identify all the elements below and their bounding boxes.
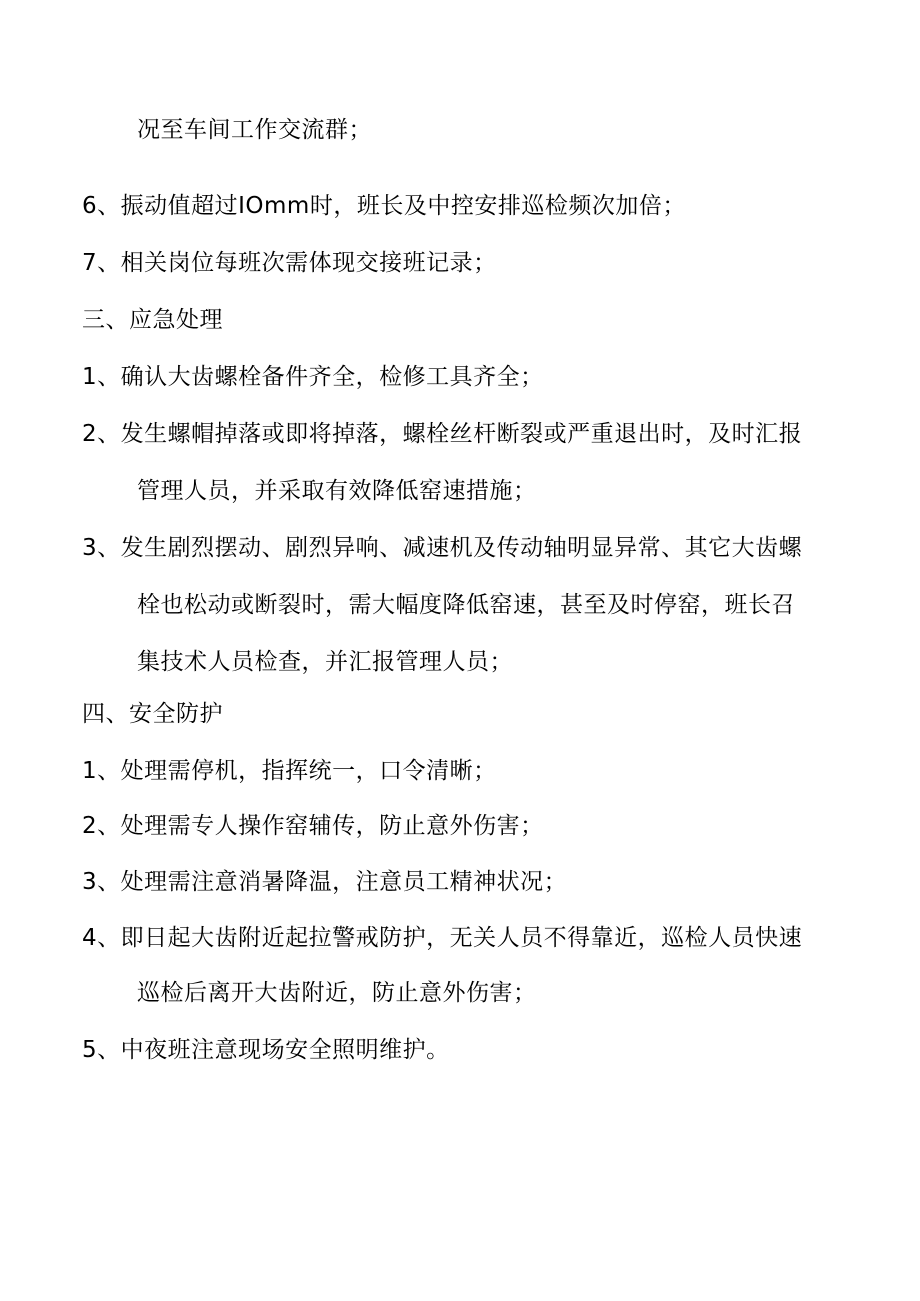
list-item-7-shift-record: 7、相关岗位每班次需体现交接班记录； [82,250,497,276]
safety-item-2-aux-drive: 2、处理需专人操作窑辅传，防止意外伤害； [82,813,544,839]
list-item-2-continuation: 管理人员，并采取有效降低窑速措施； [137,478,537,504]
list-item-3-continuation-1: 栓也松动或断裂时，需大幅度降低窑速，甚至及时停窑，班长召 [137,592,795,618]
safety-item-1-stop-machine: 1、处理需停机，指挥统一，口令清晰； [82,758,497,784]
list-item-3-vibration-abnormal: 3、发生剧烈摆动、剧烈异响、减速机及传动轴明显异常、其它大齿螺 [82,535,803,561]
continuation-line: 况至车间工作交流群； [137,117,372,143]
safety-item-5-lighting: 5、中夜班注意现场安全照明维护。 [82,1037,450,1063]
section-heading-emergency: 三、应急处理 [82,307,223,333]
section-heading-safety: 四、安全防护 [82,701,223,727]
safety-item-4-continuation: 巡检后离开大齿附近，防止意外伤害； [137,980,537,1006]
list-item-6-vibration: 6、振动值超过IOmm时，班长及中控安排巡检频次加倍； [82,193,686,219]
list-item-1-spare-parts: 1、确认大齿螺栓备件齐全，检修工具齐全； [82,364,544,390]
safety-item-4-warning-zone: 4、即日起大齿附近起拉警戒防护，无关人员不得靠近，巡检人员快速 [82,925,803,951]
list-item-3-continuation-2: 集技术人员检查，并汇报管理人员； [137,649,513,675]
safety-item-3-heat: 3、处理需注意消暑降温，注意员工精神状况； [82,869,568,895]
list-item-2-nut-falling: 2、发生螺帽掉落或即将掉落，螺栓丝杆断裂或严重退出时，及时汇报 [82,421,803,447]
